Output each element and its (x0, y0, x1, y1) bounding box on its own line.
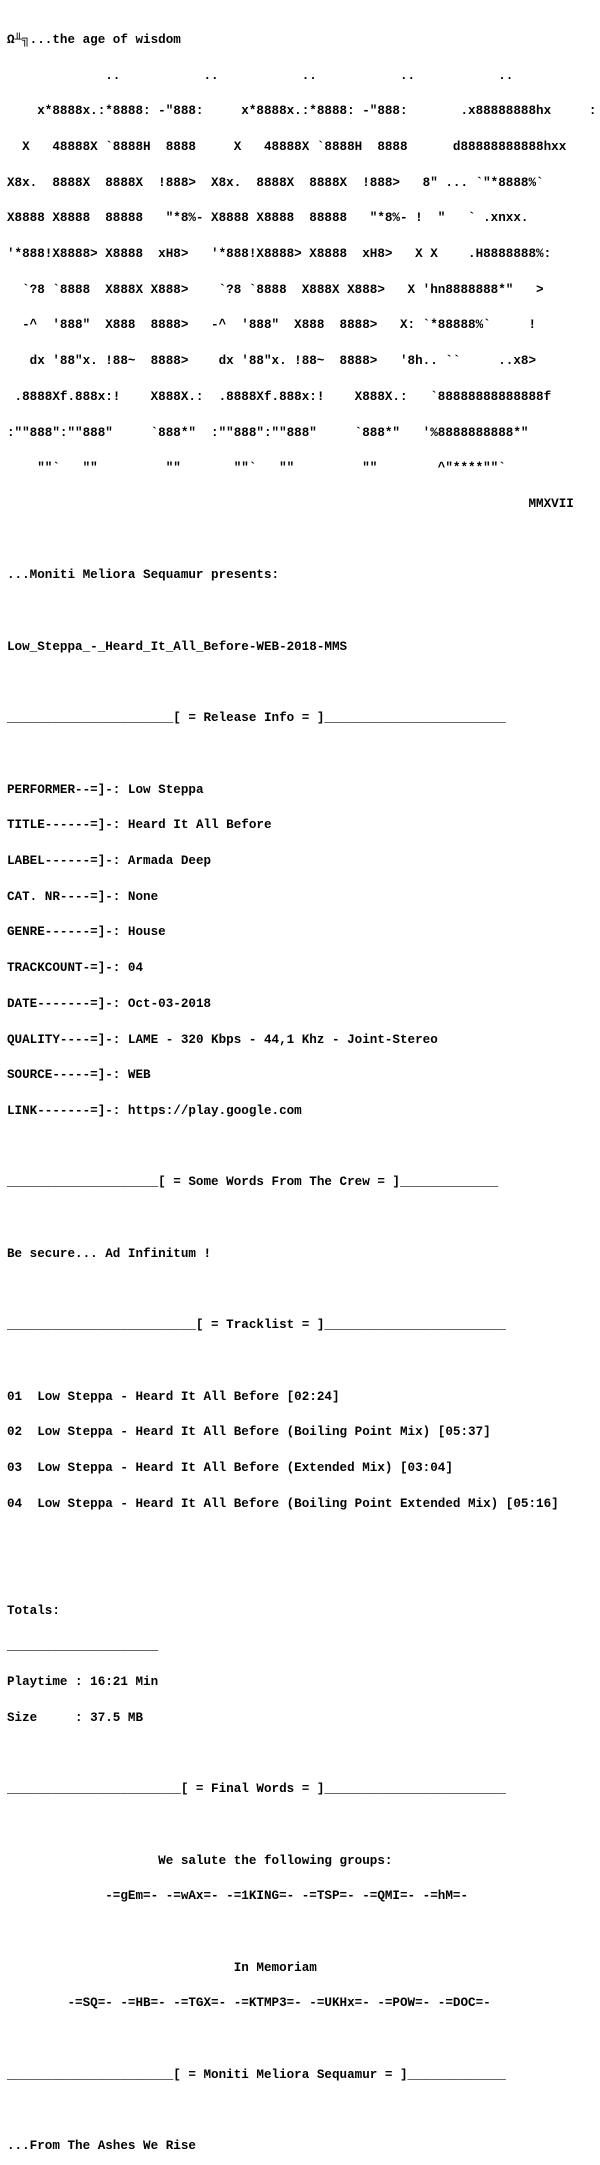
info-value: None (127, 889, 159, 904)
info-value: Heard It All Before (127, 818, 272, 833)
totals-label: Totals: (7, 1603, 60, 1618)
track-row: 03 Low Steppa - Heard It All Before (Extended Mix) [03:04] (7, 1460, 453, 1475)
nfo-header-line: Ω╨╗...the age of wisdom (7, 32, 181, 47)
info-value: Low Steppa (127, 782, 204, 797)
ascii-art-line-8: -^ '888" X888 8888> -^ '888" X888 8888> X: `*88888%` ! (7, 318, 537, 333)
blank-line (7, 535, 596, 547)
ascii-art-line-11: :""888":""888" `888*" :""888":""888" `888*" '%8888888888*" (7, 425, 529, 440)
release-name: Low_Steppa_-_Heard_It_All_Before-WEB-2018-MMS (7, 639, 348, 654)
section-mms-header: ______________________[ = Moniti Meliora Sequamur = ]_____________ (7, 2067, 506, 2082)
info-key: LINK-------=]-: (7, 1103, 128, 1118)
info-row-quality (7, 1032, 596, 1047)
info-row-source (7, 1070, 596, 1082)
ascii-art-line-12: ""` "" "" ""` "" "" ^"****""` (7, 461, 506, 476)
ascii-art-line-5: X8888 X8888 88888 "*8%- X8888 X8888 88888 "*8%- ! " ` .xnxx. (7, 211, 529, 226)
blank-line (7, 2034, 596, 2046)
info-value: LAME - 320 Kbps - 44,1 Khz - Joint-Stereo (127, 1032, 438, 1047)
info-row-title (7, 820, 596, 832)
info-row-date (7, 996, 596, 1011)
info-key: TRACKCOUNT-=]-: (7, 961, 128, 976)
presents-line: ...Moniti Meliora Sequamur presents: (7, 568, 280, 583)
info-row-performer (7, 782, 596, 797)
info-value: Armada Deep (127, 853, 212, 868)
totals-playtime: Playtime : 16:21 Min (7, 1675, 159, 1690)
salute-line: We salute the following groups: (7, 1853, 393, 1868)
ascii-art-line-3: X 48888X `8888H 8888 X 48888X `8888H 8888 d88888888888hxx (7, 139, 567, 154)
info-row-genre (7, 927, 596, 939)
info-key: PERFORMER--=]-: (7, 782, 128, 797)
info-key: SOURCE-----=]-: (7, 1068, 128, 1083)
ascii-art-line-2: x*8888x.:*8888: -"888: x*8888x.:*8888: -"888: .x88888888hx : (7, 104, 597, 119)
track-row: 02 Low Steppa - Heard It All Before (Boiling Point Mix) [05:37] (7, 1425, 491, 1440)
track-row: 01 Low Steppa - Heard It All Before [02:24] (7, 1389, 340, 1404)
info-value: Oct-03-2018 (127, 996, 212, 1011)
blank-line (7, 1749, 596, 1761)
crew-words: Be secure... Ad Infinitum ! (7, 1246, 212, 1261)
blank-line (7, 1213, 596, 1225)
memoriam-line: In Memoriam (7, 1960, 317, 1975)
section-crew-header: ____________________[ = Some Words From The Crew = ]_____________ (7, 1175, 499, 1190)
ascii-art-line-7: `?8 `8888 X888X X888> `?8 `8888 X888X X888> X 'hn8888888*" > (7, 282, 544, 297)
info-key: QUALITY----=]-: (7, 1032, 128, 1047)
track-row: 04 Low Steppa - Heard It All Before (Boiling Point Extended Mix) [05:16] (7, 1496, 559, 1511)
section-release-info-header: ______________________[ = Release Info = ]________________________ (7, 711, 506, 726)
blank-line (7, 606, 596, 618)
info-value: House (127, 925, 166, 940)
info-row-cat-nr (7, 889, 596, 904)
blank-line (7, 1534, 596, 1546)
info-key: GENRE------=]-: (7, 925, 128, 940)
section-final-words-header: _______________________[ = Final Words = ]________________________ (7, 1782, 506, 1797)
groups-saluted: -=gEm=- -=wAx=- -=1KING=- -=TSP=- -=QMI=- -=hM=- (7, 1889, 469, 1904)
info-value: https://play.google.com (127, 1103, 302, 1118)
blank-line (7, 1142, 596, 1154)
blank-line (7, 2106, 596, 2118)
info-row-label (7, 853, 596, 868)
ascii-art-line-4: X8x. 8888X 8888X !888> X8x. 8888X 8888X !888> 8" ... `"*8888%` (7, 175, 544, 190)
info-row-trackcount (7, 963, 596, 975)
info-key: CAT. NR----=]-: (7, 889, 128, 904)
totals-size: Size : 37.5 MB (7, 1710, 144, 1725)
info-value: WEB (127, 1068, 151, 1083)
nfo-document (7, 11, 596, 2165)
ascii-art-line-9: dx '88"x. !88~ 8888> dx '88"x. !88~ 8888> '8h.. `` ..x8> (7, 354, 537, 369)
blank-line (7, 1356, 596, 1368)
totals-rule: ____________________ (7, 1639, 159, 1654)
blank-line (7, 1570, 596, 1582)
info-row-link (7, 1103, 596, 1118)
ascii-art-line-1: .. .. .. .. .. (7, 68, 514, 83)
blank-line (7, 1820, 596, 1832)
info-key: LABEL------=]-: (7, 853, 128, 868)
ascii-art-line-10: .8888Xf.888x:! X888X.: .8888Xf.888x:! X888X.: `88888888888888f (7, 389, 552, 404)
blank-line (7, 749, 596, 761)
blank-line (7, 1927, 596, 1939)
closing-line: ...From The Ashes We Rise (7, 2139, 196, 2154)
blank-line (7, 1284, 596, 1296)
info-key: TITLE------=]-: (7, 818, 128, 833)
groups-memoriam: -=SQ=- -=HB=- -=TGX=- -=KTMP3=- -=UKHx=- -=POW=- -=DOC=- (7, 1996, 491, 2011)
blank-line (7, 677, 596, 689)
info-value: 04 (127, 961, 144, 976)
info-key: DATE-------=]-: (7, 996, 128, 1011)
ascii-art-line-6: '*888!X8888> X8888 xH8> '*888!X8888> X8888 xH8> X X .H8888888%: (7, 247, 552, 262)
ascii-art-year: MMXVII (7, 496, 574, 511)
section-tracklist-header: _________________________[ = Tracklist = ]________________________ (7, 1318, 506, 1333)
